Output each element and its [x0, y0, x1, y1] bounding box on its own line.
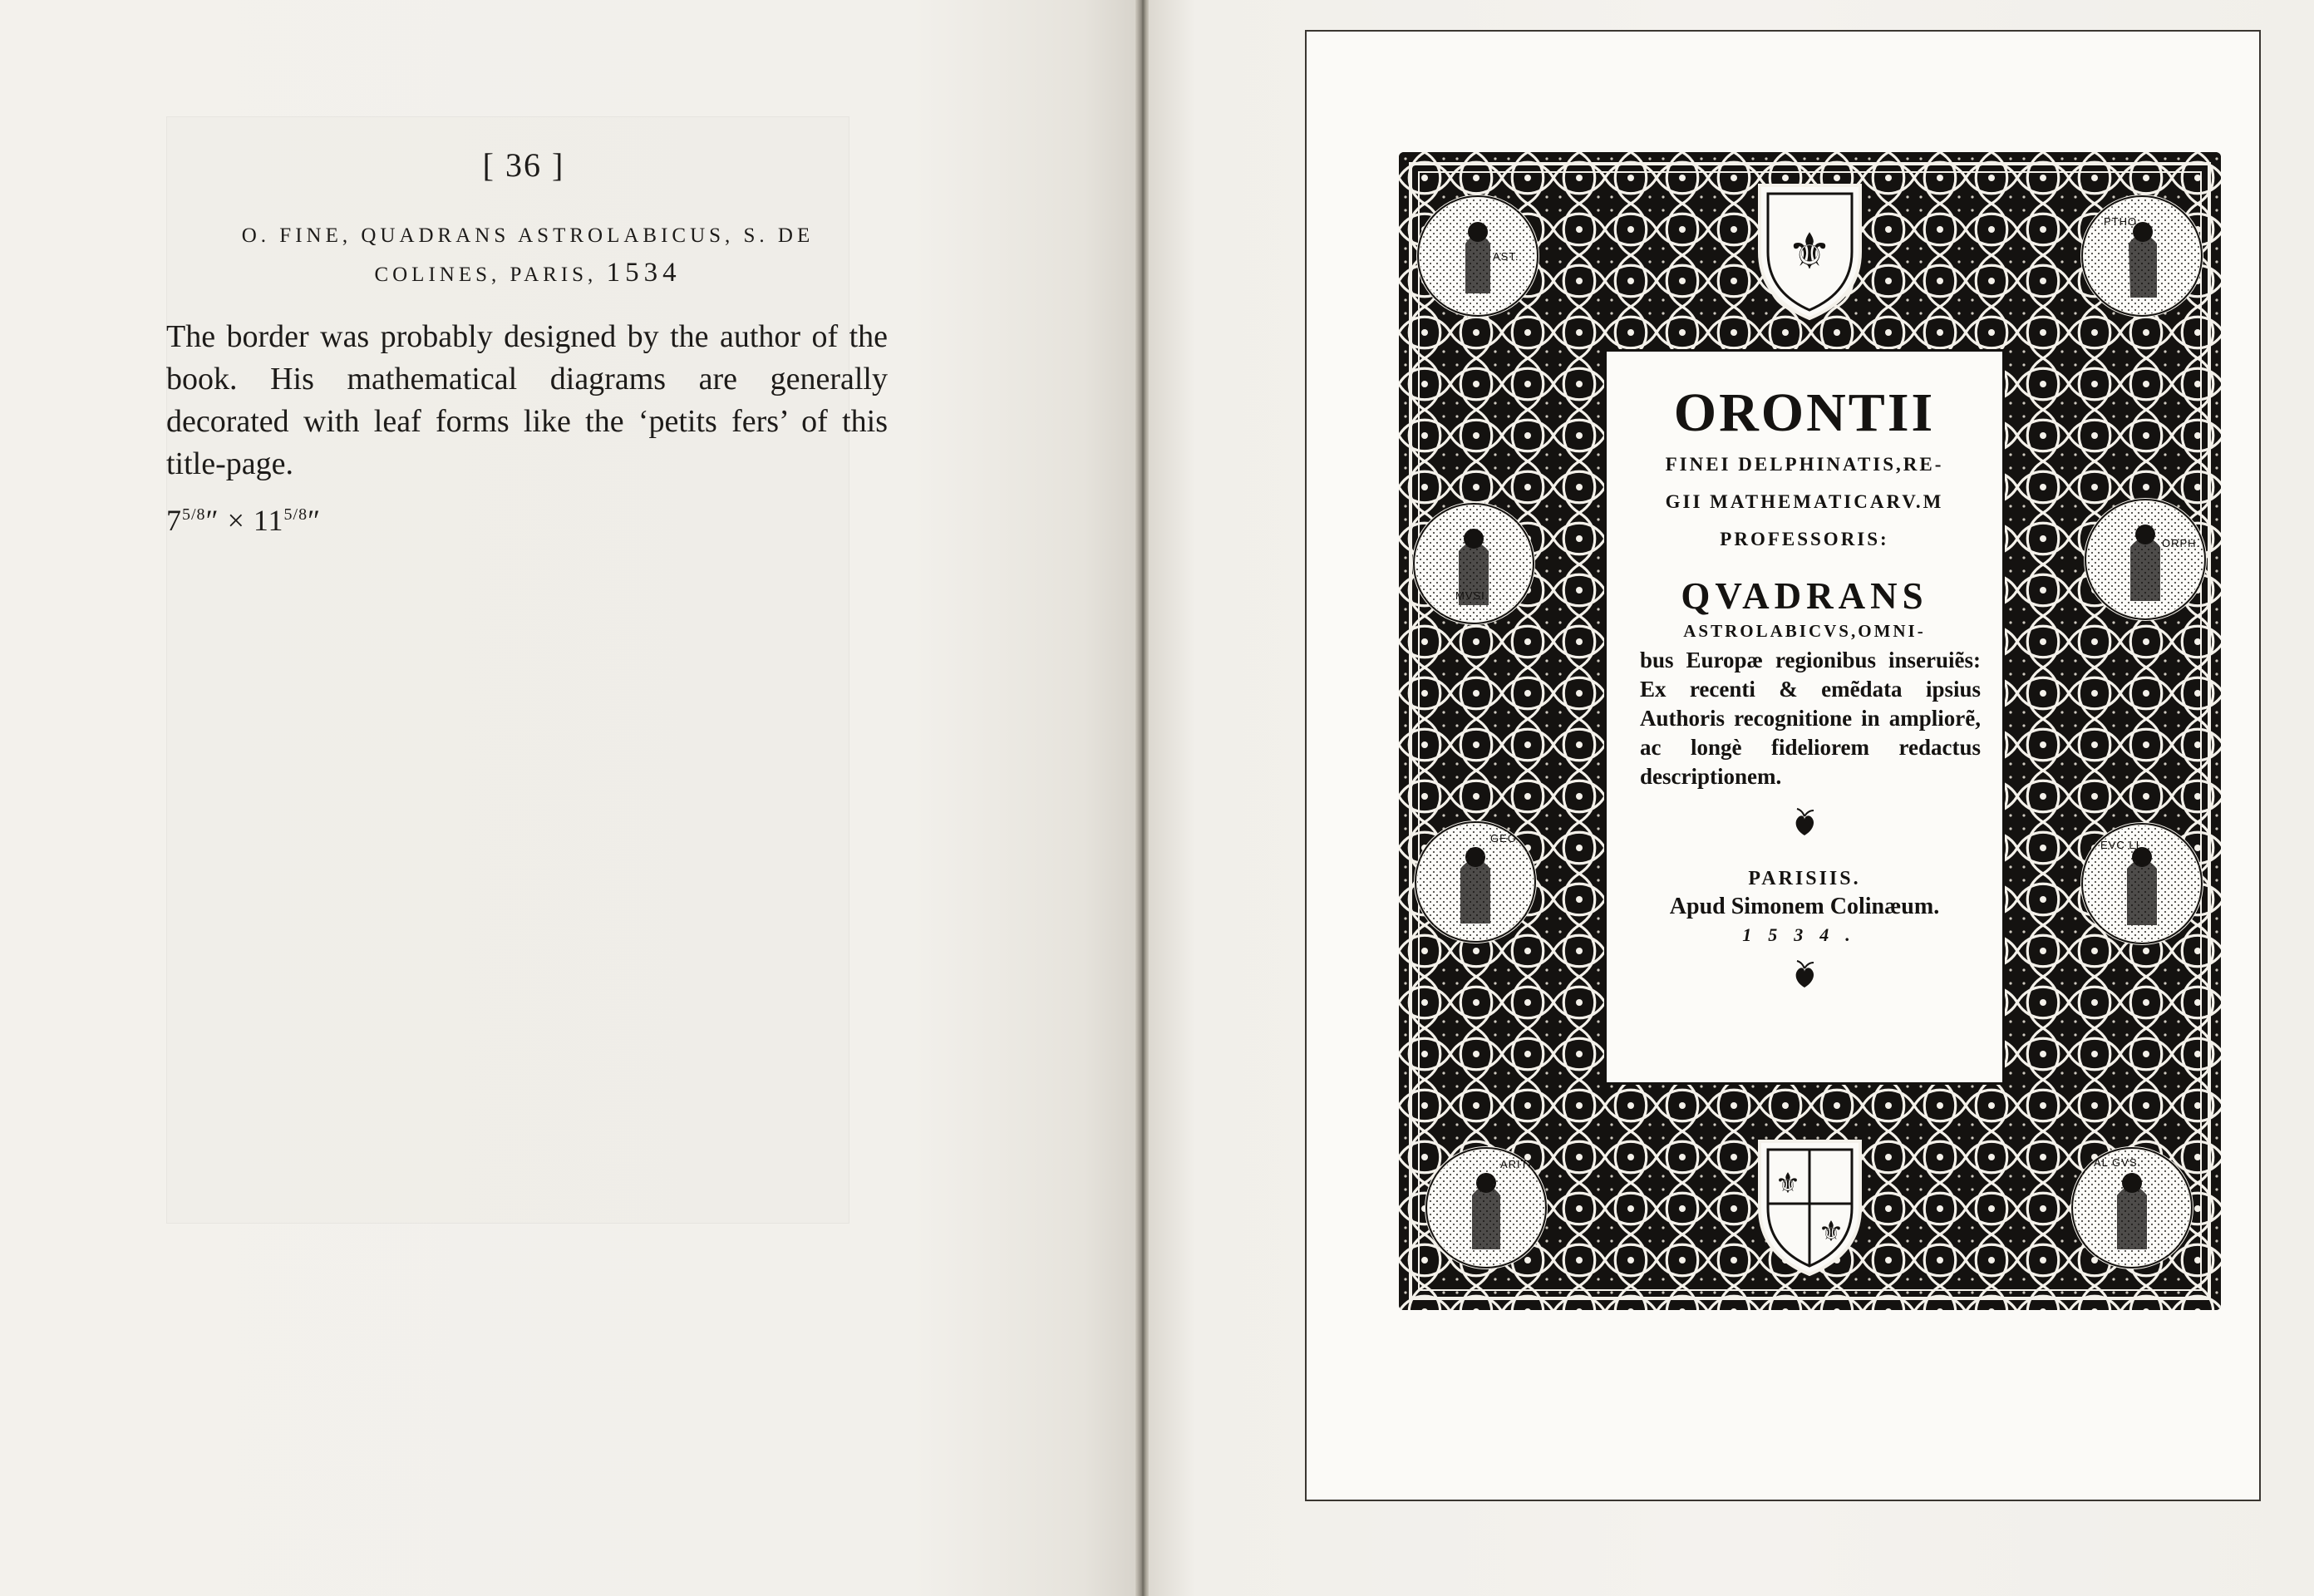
imprint-date: 1534. — [1742, 924, 1867, 945]
svg-text:⚜: ⚜ — [1818, 1215, 1844, 1249]
leaf-ornament-icon — [1792, 808, 1817, 836]
title-page-title: ORONTII — [1673, 382, 1936, 443]
svg-text:ORPH.: ORPH. — [2162, 537, 2201, 549]
caption-year: 1534 — [606, 258, 682, 288]
dimension-separator: × — [227, 504, 245, 537]
title-page-panel — [1604, 349, 2005, 1085]
medallion-ast — [1418, 196, 1538, 316]
svg-text:PTHO.: PTHO. — [2104, 215, 2141, 228]
height-unit: ″ — [308, 504, 322, 537]
left-page — [0, 0, 1140, 1596]
plate-dimensions — [166, 503, 321, 538]
height-fraction: 5/8 — [283, 505, 308, 524]
medallion-orph — [2085, 500, 2205, 619]
svg-text:MVSI.: MVSI. — [1455, 589, 1489, 602]
svg-text:AST.: AST. — [1493, 250, 1519, 263]
imprint-city: PARISIIS. — [1748, 868, 1861, 889]
width-fraction: 5/8 — [182, 505, 206, 524]
leaf-ornament-icon — [1792, 960, 1817, 988]
plate-caption — [191, 218, 864, 293]
width-whole: 7 — [166, 504, 182, 537]
author-line-2: GII MATHEMATICARV.M — [1665, 491, 1944, 512]
svg-text:EVC LI.: EVC LI. — [2100, 839, 2144, 851]
title-page-description: bus Europæ regionibus inseruiẽs: Ex recenti & emẽdata ipsius Authoris recognitione in ampliorẽ, ac longè fideliorem redactus descriptionem. — [1640, 648, 1981, 789]
medallion-geo — [1415, 822, 1535, 942]
svg-text:AL GVS.: AL GVS. — [2094, 1156, 2142, 1169]
medallion-arith — [1426, 1148, 1546, 1268]
svg-text:⚜: ⚜ — [1775, 1167, 1801, 1200]
caption-line-2: COLINES, PARIS, — [374, 264, 598, 286]
caption-line-1: O. FINE, QUADRANS ASTROLABICUS, S. DE — [241, 224, 815, 247]
author-line-1: FINEI DELPHINATIS,RE- — [1665, 454, 1944, 475]
medallion-algvs — [2072, 1148, 2192, 1268]
medallion-mvsi — [1414, 504, 1534, 623]
author-line-3: PROFESSORIS: — [1720, 529, 1889, 549]
commentary-paragraph: The border was probably designed by the author of the book. His mathematical diagrams are generally decorated with leaf forms like the ‘petits fers’ of this title-page. — [166, 319, 888, 481]
medallion-evcli — [2082, 824, 2202, 943]
svg-text:⚜: ⚜ — [1787, 223, 1832, 281]
title-page-subtitle: QVADRANS — [1681, 575, 1928, 617]
width-unit: ″ — [205, 504, 219, 537]
subtitle-line: ASTROLABICVS,OMNI- — [1683, 621, 1926, 641]
medallion-ptho — [2082, 196, 2202, 316]
svg-text:ARITH.: ARITH. — [1500, 1158, 1541, 1170]
imprint-printer: Apud Simonem Colinæum. — [1669, 894, 1940, 919]
height-whole: 11 — [253, 504, 284, 537]
page-number: [ 36 ] — [482, 146, 565, 184]
svg-text:GEO: GEO — [1490, 832, 1517, 845]
